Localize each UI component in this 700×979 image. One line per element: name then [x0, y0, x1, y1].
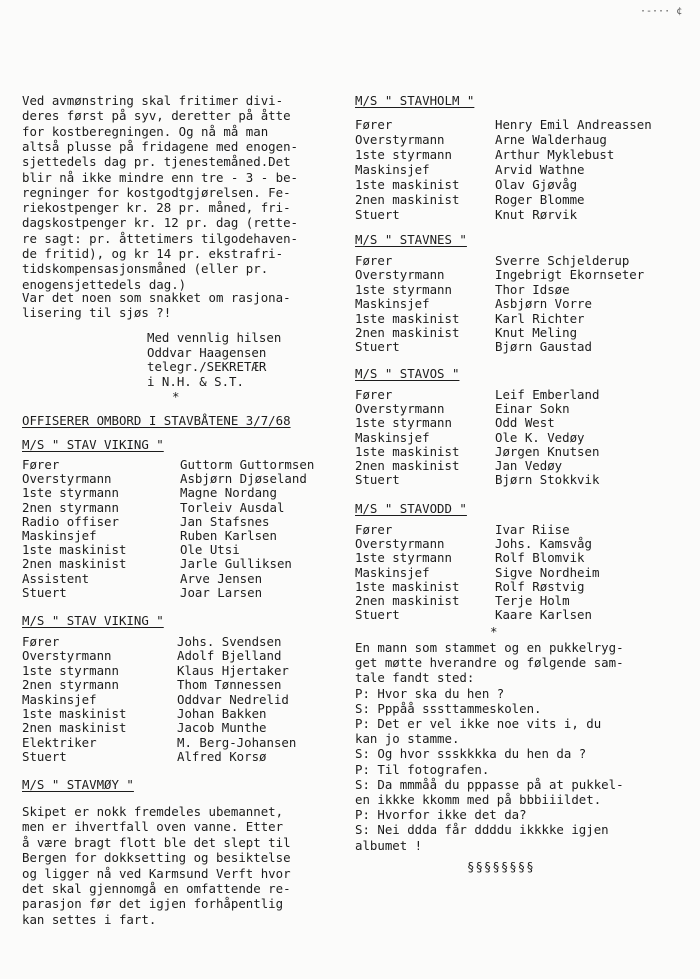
joke-line: en ikkke kkomm med på bbbiiildet. — [355, 792, 602, 807]
ship-heading-stavos: M/S " STAVOS " — [355, 366, 460, 381]
stavmoy-line: parasjon før det igjen forhåpentlig — [22, 896, 284, 912]
crew-name: Arne Walderhaug — [495, 132, 607, 147]
stavmoy-line: men er ihvertfall oven vanne. Etter — [22, 819, 284, 835]
joke-line: tale fandt sted: — [355, 670, 475, 686]
crew-name: Guttorm Guttormsen — [180, 457, 315, 472]
crew-name: Magne Nordang — [180, 485, 277, 501]
stavmoy-line: å være bragt flott ble det slept til — [22, 834, 291, 850]
intro-line: re sagt: pr. åttetimers tilgodehaven- — [22, 230, 299, 246]
crew-role: Fører — [355, 253, 393, 268]
crew-role: Fører — [22, 457, 60, 472]
crew-name: Einar Sokn — [495, 401, 570, 417]
crew-role: Overstyrmann — [355, 267, 445, 283]
crew-role: Stuert — [22, 749, 67, 765]
crew-name: Rolf Røstvig — [495, 578, 585, 594]
crew-role: Fører — [22, 634, 60, 649]
crew-role: 1ste styrmann — [355, 147, 452, 162]
crew-name: Ole Utsi — [180, 542, 240, 558]
crew-name: Asbjørn Vorre — [495, 296, 592, 312]
crew-role: Overstyrmann — [355, 536, 445, 552]
crew-name: Jørgen Knutsen — [495, 443, 600, 459]
section-marks: §§§§§§§§ — [467, 859, 535, 874]
crew-name: Sverre Schjelderup — [495, 253, 630, 268]
crew-role: Elektriker — [22, 734, 97, 750]
crew-role: 2nen maskinist — [355, 192, 460, 207]
crew-name: Alfred Korsø — [177, 749, 267, 765]
crew-role: 2nen maskinist — [355, 458, 460, 473]
crew-name: Kaare Karlsen — [495, 607, 592, 623]
crew-role: Radio offiser — [22, 513, 119, 529]
joke-line: P: Til fotografen. — [355, 761, 490, 777]
crew-name: Thom Tønnessen — [177, 677, 282, 693]
crew-role: Stuert — [355, 207, 400, 222]
signature-line: Oddvar Haagensen — [147, 344, 267, 360]
crew-role: Maskinsjef — [355, 162, 430, 177]
crew-role: Fører — [355, 117, 393, 132]
separator-star-right: * — [490, 624, 498, 639]
crew-role: Maskinsjef — [22, 528, 97, 543]
officers-heading: OFFISERER OMBORD I STAVBÅTENE 3/7/68 — [22, 413, 291, 428]
crew-name: Jacob Munthe — [177, 720, 267, 736]
crew-role: Maskinsjef — [22, 691, 97, 707]
ship-heading-stavodd: M/S " STAVODD " — [355, 501, 467, 516]
crew-role: 1ste maskinist — [355, 310, 460, 326]
question-line: Var det noen som snakket om rasjona- — [22, 290, 291, 305]
crew-role: Maskinsjef — [355, 296, 430, 312]
crew-name: Arthur Myklebust — [495, 147, 615, 162]
intro-line: Ved avmønstring skal fritimer divi- — [22, 93, 284, 108]
crew-name: Asbjørn Djøseland — [180, 471, 307, 487]
crew-role: Stuert — [355, 339, 400, 355]
crew-role: Fører — [355, 522, 393, 537]
crew-role: 1ste styrmann — [355, 281, 452, 297]
crew-name: Olav Gjøvåg — [495, 177, 578, 192]
intro-line: for kostberegningen. Og nå må man — [22, 123, 269, 139]
ship-heading-stav-viking-1: M/S " STAV VIKING " — [22, 437, 164, 452]
crew-name: Knut Meling — [495, 325, 578, 340]
corner-mark: ·-··· ¢ — [640, 6, 683, 17]
joke-line: S: Da mmmåå du pppasse på at pukkel- — [355, 776, 624, 792]
crew-role: 2nen maskinist — [22, 556, 127, 572]
crew-name: Bjørn Stokkvik — [495, 472, 600, 488]
intro-line: dagskostpenger kr. 12 pr. dag (rette- — [22, 215, 299, 231]
ship-heading-stavmoy: M/S " STAVMØY " — [22, 777, 134, 792]
signature-line: telegr./SEKRETÆR — [147, 359, 267, 375]
crew-role: Stuert — [355, 607, 400, 623]
intro-line: regninger for kostgodtgjørelsen. Fe- — [22, 184, 291, 200]
stavmoy-line: kan settes i fart. — [22, 911, 157, 927]
crew-role: 1ste styrmann — [355, 415, 452, 431]
crew-name: Roger Blomme — [495, 192, 585, 207]
stavmoy-line: og ligger nå ved Karmsund Verft hvor — [22, 865, 291, 881]
question-line: lisering til sjøs ?! — [22, 305, 172, 321]
signature-line: i N.H. & S.T. — [147, 373, 244, 389]
crew-role: Fører — [355, 387, 393, 402]
signature-line: Med vennlig hilsen — [147, 330, 282, 345]
separator-star: * — [172, 389, 180, 404]
crew-role: 1ste styrmann — [355, 550, 452, 566]
stavmoy-line: det skal gjennomgå en omfattende re- — [22, 881, 291, 896]
joke-line: S: Nei ddda får ddddu ikkkke igjen — [355, 822, 609, 838]
crew-name: Karl Richter — [495, 310, 585, 326]
joke-line: S: Pppåå sssttammeskolen. — [355, 700, 542, 716]
crew-role: 2nen styrmann — [22, 677, 119, 693]
crew-name: Ivar Riise — [495, 522, 570, 537]
crew-name: Bjørn Gaustad — [495, 339, 592, 355]
joke-line: get møtte hverandre og følgende sam- — [355, 655, 624, 671]
crew-name: Henry Emil Andreassen — [495, 117, 652, 132]
joke-line: albumet ! — [355, 837, 423, 853]
crew-name: Arvid Wathne — [495, 162, 585, 177]
crew-name: Ole K. Vedøy — [495, 429, 585, 445]
crew-name: Joar Larsen — [180, 584, 263, 600]
joke-line: S: Og hvor ssskkkka du hen da ? — [355, 746, 587, 762]
crew-name: Johs. Svendsen — [177, 634, 282, 649]
crew-role: Stuert — [355, 472, 400, 488]
crew-role: Assistent — [22, 570, 90, 586]
intro-line: tidskompensasjonsmåned (eller pr. — [22, 261, 269, 277]
crew-name: Rolf Blomvik — [495, 550, 585, 566]
crew-role: 1ste styrmann — [22, 662, 119, 678]
intro-line: enogensjettedels dag.) — [22, 276, 187, 292]
stavmoy-line: Skipet er nokk fremdeles ubemannet, — [22, 804, 284, 819]
crew-name: Johs. Kamsvåg — [495, 536, 592, 552]
intro-line: sjettedels dag pr. tjenestemåned.Det — [22, 154, 291, 170]
crew-name: Terje Holm — [495, 593, 570, 608]
crew-name: Thor Idsøe — [495, 281, 570, 297]
crew-role: Overstyrmann — [355, 401, 445, 417]
crew-name: Jarle Gulliksen — [180, 556, 292, 572]
crew-role: 1ste maskinist — [22, 542, 127, 558]
crew-name: Klaus Hjertaker — [177, 662, 289, 678]
crew-role: Maskinsjef — [355, 429, 430, 445]
crew-name: Odd West — [495, 415, 555, 431]
ship-heading-stavholm: M/S " STAVHOLM " — [355, 93, 475, 108]
crew-role: 2nen maskinist — [355, 325, 460, 340]
crew-name: Arve Jensen — [180, 570, 263, 586]
intro-line: de fritid), og kr 14 pr. ekstrafri- — [22, 246, 284, 261]
crew-name: Sigve Nordheim — [495, 564, 600, 580]
crew-role: Overstyrmann — [355, 132, 445, 147]
crew-name: Ingebrigt Ekornseter — [495, 267, 645, 283]
crew-role: 1ste maskinist — [355, 177, 460, 192]
crew-name: Jan Vedøy — [495, 458, 563, 473]
crew-role: 1ste maskinist — [22, 706, 127, 721]
crew-name: Ruben Karlsen — [180, 528, 277, 543]
intro-line: riekostpenger kr. 28 pr. måned, fri- — [22, 200, 291, 216]
crew-name: Johan Bakken — [177, 706, 267, 721]
joke-line: En mann som stammet og en pukkelryg- — [355, 640, 624, 655]
crew-name: Leif Emberland — [495, 387, 600, 402]
crew-role: 2nen maskinist — [355, 593, 460, 608]
crew-name: Jan Stafsnes — [180, 513, 270, 529]
joke-line: P: Hvorfor ikke det da? — [355, 807, 527, 823]
joke-line: P: Hvor ska du hen ? — [355, 685, 505, 701]
crew-role: 1ste maskinist — [355, 578, 460, 594]
crew-role: Maskinsjef — [355, 564, 430, 580]
crew-name: Torleiv Ausdal — [180, 499, 285, 515]
crew-role: Overstyrmann — [22, 471, 112, 487]
crew-role: 1ste maskinist — [355, 443, 460, 459]
intro-line: blir nå ikke mindre enn tre - 3 - be- — [22, 169, 299, 185]
crew-role: 1ste styrmann — [22, 485, 119, 501]
crew-role: 2nen maskinist — [22, 720, 127, 736]
crew-role: Overstyrmann — [22, 648, 112, 664]
intro-line: deres først på syv, deretter på åtte — [22, 108, 291, 124]
crew-role: 2nen styrmann — [22, 499, 119, 515]
stavmoy-line: Bergen for dokksetting og besiktelse — [22, 850, 291, 866]
crew-name: Adolf Bjelland — [177, 648, 282, 664]
ship-heading-stavnes: M/S " STAVNES " — [355, 232, 467, 247]
ship-heading-stav-viking-2: M/S " STAV VIKING " — [22, 613, 164, 628]
intro-line: altså plusse på fridagene med enogen- — [22, 138, 299, 154]
joke-line: P: Det er vel ikke noe vits i, du — [355, 716, 602, 731]
joke-line: kan jo stamme. — [355, 731, 460, 747]
crew-name: Knut Rørvik — [495, 207, 578, 222]
crew-name: M. Berg-Johansen — [177, 734, 297, 750]
crew-role: Stuert — [22, 584, 67, 600]
crew-name: Oddvar Nedrelid — [177, 691, 289, 707]
